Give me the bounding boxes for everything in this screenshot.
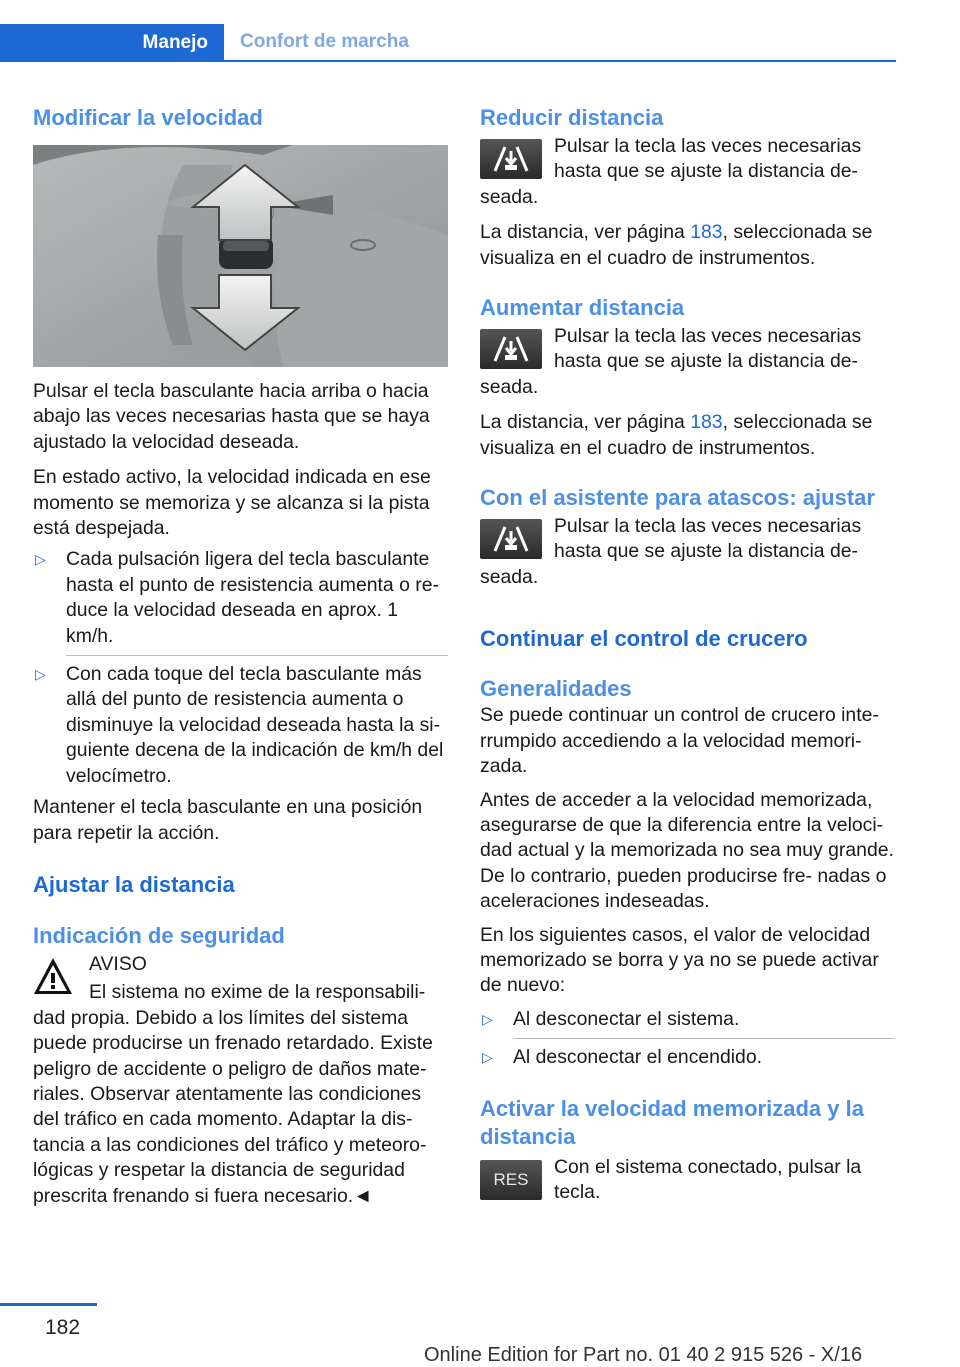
asistente-text: Pulsar la tecla las veces necesarias hasta que se ajuste la distancia de‐ seada. bbox=[480, 515, 862, 588]
bullet-triangle-icon: ▷ bbox=[35, 666, 46, 683]
page-link-183[interactable]: 183 bbox=[690, 411, 723, 434]
heading-indicacion-seguridad: Indicación de seguridad bbox=[33, 922, 285, 948]
heading-ajustar-distancia: Ajustar la distancia bbox=[33, 871, 235, 897]
bullet-item bbox=[480, 1007, 895, 1032]
reference-text: La distancia, ver página bbox=[480, 411, 691, 434]
steering-wheel-illustration bbox=[33, 145, 448, 367]
page-link-183[interactable]: 183 bbox=[690, 221, 723, 244]
paragraph-siguientes-casos: En los siguientes casos, el valor de velocidad memorizado se borra y ya no se puede activar de nuevo: bbox=[480, 923, 879, 997]
aumentar-text: Pulsar la tecla las veces necesarias hasta que se ajuste la distancia de‐ seada. bbox=[480, 325, 862, 398]
reference-text: , seleccionada se visualiza en el cuadro de instrumentos. bbox=[480, 221, 873, 269]
page-number: 182 bbox=[45, 1316, 81, 1339]
paragraph-estado-activo: En estado activo, la velocidad indicada en ese momento se memoriza y se alcanza si la pista está despejada. bbox=[33, 466, 431, 540]
page-header bbox=[0, 24, 896, 62]
bullet-item bbox=[480, 1045, 895, 1070]
res-button-icon bbox=[480, 1160, 542, 1200]
paragraph-mantener: Mantener el tecla basculante en una posición para repetir la acción. bbox=[33, 796, 423, 844]
steering-wheel-rocker-photo bbox=[33, 145, 448, 367]
bullet-item bbox=[33, 662, 448, 789]
heading-reducir-distancia: Reducir distancia bbox=[480, 105, 664, 130]
reference-paragraph bbox=[480, 220, 895, 271]
warning-triangle-icon bbox=[33, 956, 73, 996]
reducir-text: Pulsar la tecla las veces necesarias hasta que se ajuste la distancia de‐ seada. bbox=[480, 135, 862, 208]
distance-button-icon bbox=[480, 139, 542, 179]
paragraph-antes-acceder: Antes de acceder a la velocidad memorizada, asegurarse de que la diferencia entre la veloci‐ dad actual y la memorizada no sea muy grande. De lo contrario, pueden producirse fre‐ nadas o aceleraciones indeseadas. bbox=[480, 788, 894, 913]
heading-continuar-crucero: Continuar el control de crucero bbox=[480, 626, 808, 652]
paragraph-continuar: Se puede continuar un control de crucero inte‐ rrumpido accediendo a la velocidad memori‐ zada. bbox=[480, 704, 879, 778]
reducir-block bbox=[480, 134, 895, 210]
heading-asistente-atascos: Con el asistente para atascos: ajustar bbox=[480, 485, 875, 511]
tab-confort-de-marcha[interactable]: Confort de marcha bbox=[240, 31, 409, 52]
bullet-divider bbox=[513, 1038, 895, 1039]
right-column bbox=[480, 100, 895, 1205]
bullet-divider bbox=[66, 655, 448, 656]
warning-block bbox=[33, 952, 448, 1209]
paragraph-pulsar-tecla: Pulsar el tecla basculante hacia arriba o hacia abajo las veces necesarias hasta que se haya ajustado la velocidad deseada. bbox=[33, 380, 430, 453]
edition-footer: Online Edition for Part no. 01 40 2 915 526 - X/16 bbox=[424, 1344, 863, 1366]
bullet-triangle-icon: ▷ bbox=[482, 1010, 493, 1027]
footer-rule bbox=[0, 1303, 97, 1306]
bullet-item bbox=[33, 547, 448, 649]
warning-title: AVISO bbox=[89, 952, 147, 975]
asistente-block bbox=[480, 514, 895, 590]
heading-modificar-velocidad: Modificar la velocidad bbox=[33, 105, 263, 130]
res-label: RES bbox=[493, 1169, 529, 1189]
bullet-triangle-icon: ▷ bbox=[482, 1049, 493, 1066]
heading-aumentar-distancia: Aumentar distancia bbox=[480, 295, 685, 321]
bullet-text: Al desconectar el sistema. bbox=[513, 1007, 740, 1030]
left-column bbox=[33, 100, 448, 1209]
bullet-text: Con cada toque del tecla basculante más allá del punto de resistencia aumenta o disminuye la velocidad deseada hasta la si‐ guiente decena de la indicación de km/h del velocímetro. bbox=[66, 663, 444, 787]
reference-paragraph bbox=[480, 410, 895, 461]
aumentar-block bbox=[480, 324, 895, 400]
reference-text: , seleccionada se visualiza en el cuadro de instrumentos. bbox=[480, 411, 873, 459]
bullet-text: Cada pulsación ligera del tecla basculante hasta el punto de resistencia aumenta o re‐ duce la velocidad deseada en aprox. 1 km/h. bbox=[66, 548, 439, 647]
activar-text: Con el sistema conectado, pulsar la tecla. bbox=[554, 1155, 862, 1203]
distance-button-icon bbox=[480, 329, 542, 369]
activar-block bbox=[480, 1155, 895, 1206]
heading-activar-velocidad: Activar la velocidad memorizada y la distancia bbox=[480, 1095, 864, 1149]
bullet-text: Al desconectar el encendido. bbox=[513, 1046, 763, 1069]
tab-manejo[interactable]: Manejo bbox=[0, 24, 224, 62]
heading-generalidades: Generalidades bbox=[480, 676, 632, 702]
bullet-triangle-icon: ▷ bbox=[35, 551, 46, 568]
distance-button-icon bbox=[480, 519, 542, 559]
reference-text: La distancia, ver página bbox=[480, 221, 691, 244]
warning-text: El sistema no exime de la responsabili‐ dad propia. Debido a los límites del sistema puede producirse un frenado retardado. Existe peligro de accidente o peligro de daños mate‐ riales. Observar atentamente las condiciones del tráfico en cada momento. Adaptar la dis‐ tancia a las condiciones del tráfico y meteoro‐ lógicas y respetar la distancia de seguridad prescrita frenando si fuera necesario.◄ bbox=[33, 981, 433, 1207]
